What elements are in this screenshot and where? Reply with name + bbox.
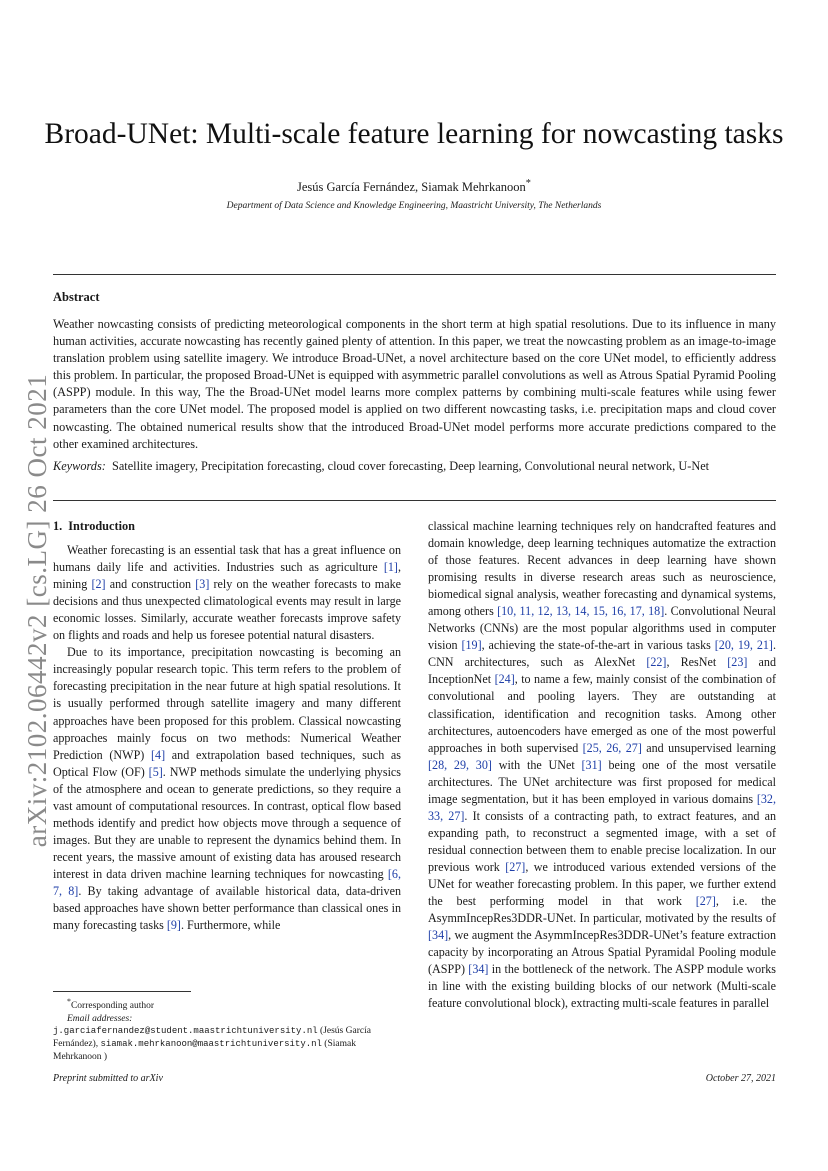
top-divider: [53, 274, 776, 275]
footnote-corresponding: [53, 996, 401, 1013]
right-column: [428, 518, 776, 1012]
keywords-label: Keywords:: [53, 459, 106, 473]
citation-link[interactable]: [19]: [461, 638, 482, 653]
citation-link[interactable]: [28, 29, 30]: [428, 757, 492, 772]
citation-link[interactable]: [10, 11, 12, 13, 14, 15, 16, 17, 18]: [497, 604, 665, 619]
section-heading: [53, 518, 401, 535]
footnote-mark: *: [67, 997, 71, 1006]
arxiv-identifier-text: arXiv:2102.06442v2 [cs.LG] 26 Oct 2021: [22, 373, 53, 847]
author-line: [0, 178, 828, 195]
citation-link[interactable]: [1]: [383, 560, 398, 575]
citation-link[interactable]: [24]: [494, 672, 515, 687]
abstract-text: Weather nowcasting consists of predicting meteorological components in the short term at high spatial resolutions. Due to its influence in many human activities, accurate nowcasting has recently gained plenty of attention. In this paper, we treat the nowcasting problem as an image-to-image translation problem using satellite imagery. We introduce Broad-UNet, a novel architecture based on the core UNet model, to efficiently address this problem. In particular, the proposed Broad-UNet is equipped with asymmetric parallel convolutions as well as Atrous Spatial Pyramid Pooling (ASPP) module. In this way, The the Broad-UNet model learns more complex patterns by combining multi-scale features while using fewer parameters than the core UNet model. The proposed model is applied on two different nowcasting tasks, i.e. precipitation maps and cloud cover nowcasting. The obtained numerical results show that the introduced Broad-UNet model performs more accurate predictions compared to the other examined architectures.: [53, 317, 776, 451]
left-column: [53, 518, 401, 934]
citation-link[interactable]: [31]: [581, 757, 602, 772]
author-names: Jesús García Fernández, Siamak Mehrkanoon: [297, 180, 526, 195]
citation-link[interactable]: [4]: [151, 747, 166, 762]
footer-submission-note: Preprint submitted to arXiv: [53, 1073, 163, 1084]
citation-link[interactable]: [34]: [468, 962, 489, 977]
footnote-label: Corresponding author: [70, 1001, 155, 1012]
email-label-text: Email addresses:: [67, 1013, 133, 1024]
citation-link[interactable]: [23]: [727, 655, 748, 670]
citation-link[interactable]: [25, 26, 27]: [582, 740, 642, 755]
keywords: [53, 458, 776, 475]
paper-title: Broad-UNet: Multi-scale feature learning for nowcasting tasks: [44, 118, 784, 150]
citation-link[interactable]: [6, 7, 8]: [53, 866, 401, 898]
citation-link[interactable]: [27]: [695, 894, 716, 909]
section-number: 1.: [53, 519, 63, 533]
footnote-email-label: [53, 1013, 401, 1026]
abstract-heading: Abstract: [53, 290, 100, 304]
citation-link[interactable]: [34]: [428, 928, 449, 943]
corresponding-author-mark: *: [525, 178, 531, 189]
footnote-emails: [53, 1025, 401, 1063]
affiliation: Department of Data Science and Knowledge Engineering, Maastricht University, The Netherlands: [226, 201, 602, 211]
paragraph: classical machine learning techniques rely on handcrafted features and domain knowledge, deep learning techniques automatize the extraction of those features. Recent advances in deep learning have shown promising results in diverse research areas such as neuroscience, biomedical signal analysis, weather forecasting and dynamical systems, among others [10, 11, 12, 13, 14, 15, 16, 17, 18]. Convolutional Neural Networks (CNNs) are the most popular algorithms used in computer vision [19], achieving the state-of-the-art in various tasks [20, 19, 21]. CNN architectures, such as AlexNet [22], ResNet [23] and InceptionNet [24], to name a few, mainly consist of the combination of convolutional and pooling layers. They are outstanding at classification, identification and recognition tasks. Among other architectures, autoencoders have emerged as one of the most powerful approaches in both supervised [25, 26, 27] and unsupervised learning [28, 29, 30] with the UNet [31] being one of the most versatile architectures. The UNet architecture was first proposed for medical image segmentation, but it has been employed in various domains [32, 33, 27]. It consists of a contracting path, to extract features, and an expanding path, to reconstruct a segmented image, with a set of residual connection between them to enable precise localization. In our previous work [27], we introduced various extended versions of the UNet for weather forecasting problem. In this paper, we further extend the best performing model in that work [27], i.e. the AsymmIncepRes3DDR-UNet. In particular, motivated by the results of [34], we augment the AsymmIncepRes3DDR-UNet’s feature extraction capacity by incorporating an Atrous Spatial Pyramidal Pooling module (ASPP) [34] in the bottleneck of the network. The ASPP module works in line with the existing building blocks of our network (Multi-scale feature convolutional block), extracting multi-scale features in parallel: [428, 519, 777, 1011]
email-link[interactable]: j.garciafernandez@student.maastrichtuniversity.nl: [53, 1026, 318, 1037]
citation-link[interactable]: [2]: [91, 577, 106, 592]
citation-link[interactable]: [20, 19, 21]: [714, 638, 773, 653]
citation-link[interactable]: [3]: [195, 577, 210, 592]
footnote: [53, 996, 401, 1063]
footer-date: October 27, 2021: [705, 1073, 776, 1084]
paragraph: Due to its importance, precipitation nowcasting is becoming an increasingly popular research topic. This term refers to the problem of forecasting precipitation in the near future at high spatial resolutions. It is usually performed through satellite imagery and many different approaches have been proposed for this problem. Classical nowcasting approaches mainly focus on two methods: Numerical Weather Prediction (NWP) [4] and extrapolation based techniques, such as Optical Flow (OF) [5]. NWP methods simulate the underlying physics of the atmosphere and ocean to generate predictions, so they require a vast amount of computational resources. In contrast, optical flow based methods identify and predict how objects move through a sequence of images. But they are unable to represent the dynamics behind them. In recent years, the massive amount of existing data has aroused research interest in data driven machine learning techniques for nowcasting [6, 7, 8]. By taking advantage of available historical data, data-driven based approaches have shown better performance than classical ones in many forecasting tasks [9]. Furthermore, while: [53, 645, 402, 933]
footnote-divider: [53, 991, 191, 992]
abstract-bottom-divider: [53, 500, 776, 501]
email-owner-name: (Siamak Mehrkanoon ): [53, 1038, 356, 1062]
citation-link[interactable]: [9]: [166, 918, 181, 933]
citation-link[interactable]: [5]: [148, 764, 163, 779]
citation-link[interactable]: [27]: [505, 859, 526, 874]
citation-link[interactable]: [32, 33, 27]: [428, 791, 776, 823]
keywords-text: Satellite imagery, Precipitation forecasting, cloud cover forecasting, Deep learning, Convolutional neural network, U-Net: [111, 459, 710, 473]
email-link[interactable]: siamak.mehrkanoon@maastrichtuniversity.nl: [100, 1038, 322, 1049]
paragraph: Weather forecasting is an essential task that has a great influence on humans daily life and activities. Industries such as agriculture [1], mining [2] and construction [3] rely on the weather forecasts to make decisions and thus unexpected climatological events may result in large economic losses. Similarly, accurate weather forecasts improve safety on flights and roads and help us foresee potential natural disasters.: [53, 543, 401, 643]
email-owner-name: (Jesús García Fernández),: [53, 1026, 371, 1049]
arxiv-identifier-stamp: [18, 360, 58, 860]
citation-link[interactable]: [22]: [646, 655, 667, 670]
section-title: Introduction: [68, 519, 135, 533]
